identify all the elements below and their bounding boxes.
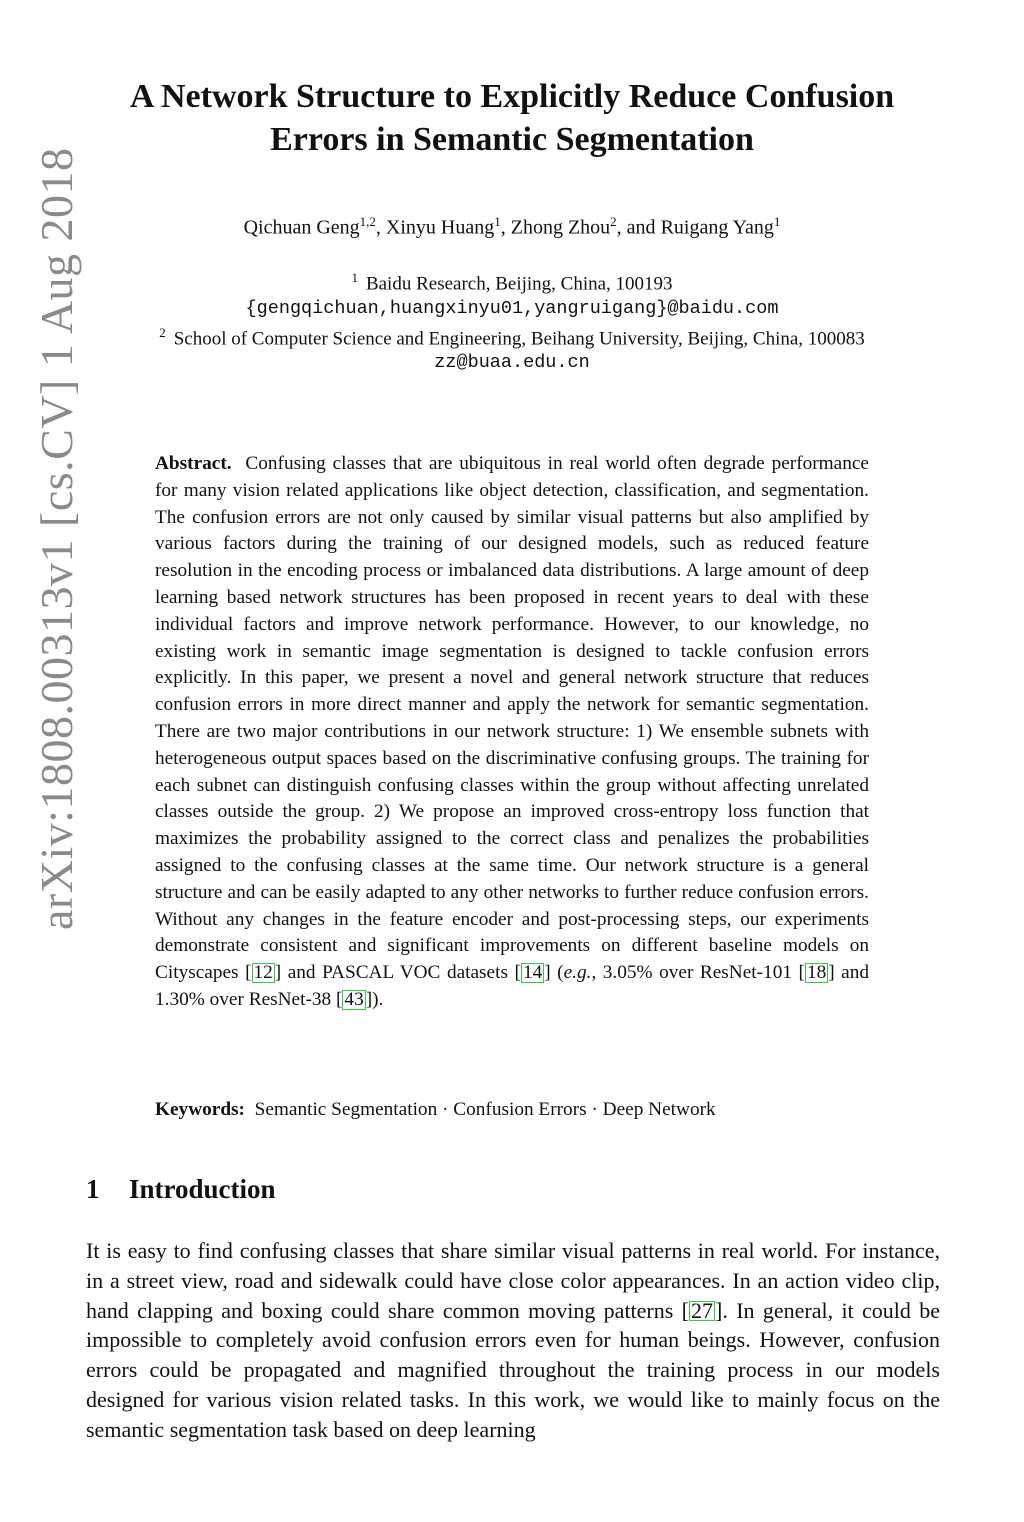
author-name: Zhong Zhou bbox=[510, 216, 611, 239]
author-separator: , and bbox=[616, 216, 661, 239]
arxiv-identifier: arXiv:1808.00313v1 [cs.CV] 1 Aug 2018 bbox=[31, 147, 82, 930]
section-heading bbox=[86, 1174, 276, 1205]
introduction-paragraph: It is easy to find confusing classes that share similar visual patterns in real world. For instance, in a street view, road and sidewalk could have close color appearances. In an action video clip, hand clapping and boxing could share common moving patterns [27]. In general, it could be impossible to completely avoid confusion errors even for human beings. However, confusion errors could be propagated and magnified throughout the training process in our models designed for various vision related tasks. In this work, we would like to mainly focus on the semantic segmentation task based on deep learning bbox=[86, 1238, 941, 1442]
author-list bbox=[100, 214, 924, 240]
abstract-text: and PASCAL VOC datasets bbox=[287, 962, 508, 984]
affiliation-1 bbox=[100, 270, 924, 295]
citation-link[interactable]: 27 bbox=[691, 1297, 714, 1323]
section-title: Introduction bbox=[129, 1174, 276, 1204]
affiliation-1-email[interactable]: {gengqichuan,huangxinyu01,yangruigang}@baidu.com bbox=[245, 298, 779, 319]
affiliation-mark: 2 bbox=[159, 325, 166, 340]
abstract-text: and 1.30% over ResNet-38 bbox=[155, 962, 870, 1010]
author-separator: , bbox=[375, 216, 386, 239]
keywords bbox=[155, 1099, 869, 1121]
author-affiliation-mark: 2 bbox=[610, 214, 617, 229]
abstract-text: e.g. bbox=[563, 962, 592, 984]
paper-title: A Network Structure to Explicitly Reduce Confusion Errors in Semantic Segmentation bbox=[129, 78, 895, 158]
author-name: Xinyu Huang bbox=[385, 216, 495, 239]
citation-link[interactable]: 43 bbox=[344, 988, 364, 1010]
citation-link[interactable]: 12 bbox=[253, 962, 273, 984]
author-separator: , bbox=[500, 216, 511, 239]
affiliation-text: School of Computer Science and Engineering, Beihang University, Beijing, China, 100083 bbox=[173, 328, 865, 350]
author-affiliation-mark: 1,2 bbox=[359, 214, 376, 229]
affiliation-2 bbox=[100, 325, 924, 350]
citation-link[interactable]: 18 bbox=[806, 962, 827, 984]
abstract-body: Confusing classes that are ubiquitous in real world often degrade performance for many vision related applications like object detection, classification, and segmentation. The confusion errors are not only caused by similar visual patterns but also amplified by various factors during the training of our designed models, such as reduced feature resolution in the encoding process or imbalanced data distributions. A large amount of deep learning based network structures has been proposed in recent years to deal with these individual factors and improve network performance. However, to our knowledge, no existing work in semantic image segmentation is designed to tackle confusion errors explicitly. In this paper, we present a novel and general network structure that reduces confusion errors in more direct manner and apply the network for semantic segmentation. There are two major contributions in our network structure: 1) We ensemble subnets with heterogeneous output spaces based on the discriminative confusing groups. The training for each subnet can distinguish confusing classes within the group without affecting unrelated classes outside the group. 2) We propose an improved cross-entropy loss function that maximizes the probability assigned to the correct class and penalizes the probabilities assigned to the confusing classes at the same time. Our network structure is a general structure and can be easily adapted to any other networks to further reduce confusion errors. Without any changes in the feature encoder and post-processing steps, our experiments demonstrate consistent and significant improvements on different baseline models on Cityscapes bbox=[155, 453, 869, 984]
affiliation-text: Baidu Research, Beijing, China, 100193 bbox=[365, 273, 673, 295]
intro-text: . In general, it could be impossible to completely avoid confusion errors even for human beings. However, confusion errors could be propagated and magnified throughout the training process in our models designed for various vision related tasks. In this work, we would like to mainly focus on the semantic segmentation task based on deep learning bbox=[86, 1297, 941, 1442]
section-number: 1 bbox=[86, 1174, 100, 1204]
abstract-text: , 3.05% over ResNet-101 bbox=[591, 962, 792, 984]
abstract-text: ). bbox=[372, 988, 384, 1010]
keywords-label: Keywords: bbox=[155, 1099, 245, 1120]
author-affiliation-mark: 1 bbox=[773, 214, 781, 229]
author-affiliation-mark: 1 bbox=[494, 214, 501, 229]
affiliation-2-email[interactable]: zz@buaa.edu.cn bbox=[434, 352, 590, 373]
affiliation-mark: 1 bbox=[351, 270, 358, 285]
author-name: Ruigang Yang bbox=[660, 216, 774, 239]
author-name: Qichuan Geng bbox=[243, 216, 360, 239]
citation-link[interactable]: 14 bbox=[522, 962, 543, 984]
intro-text: It is easy to find confusing classes that share similar visual patterns in real world. For instance, in a street view, road and sidewalk could have close color appearances. In an action video clip, hand clapping and boxing could share common moving patterns bbox=[86, 1238, 940, 1323]
keywords-text: Semantic Segmentation · Confusion Errors · Deep Network bbox=[254, 1099, 716, 1120]
abstract-label: Abstract. bbox=[155, 453, 232, 474]
abstract: Abstract. Confusing classes that are ubiquitous in real world often degrade performance for many vision related applications like object detection, classification, and segmentation. The confusion errors are not only caused by similar visual patterns but also amplified by various factors during the training of our designed models, such as reduced feature resolution in the encoding process or imbalanced data distributions. A large amount of deep learning based network structures has been proposed in recent years to deal with these individual factors and improve network performance. However, to our knowledge, no existing work in semantic image segmentation is designed to tackle confusion errors explicitly. In this paper, we present a novel and general network structure that reduces confusion errors in more direct manner and apply the network for semantic segmentation. There are two major contributions in our network structure: 1) We ensemble subnets with heterogeneous output spaces based on the discriminative confusing groups. The training for each subnet can distinguish confusing classes within the group without affecting unrelated classes outside the group. 2) We propose an improved cross-entropy loss function that maximizes the probability assigned to the correct class and penalizes the probabilities assigned to the confusing classes at the same time. Our network structure is a general structure and can be easily adapted to any other networks to further reduce confusion errors. Without any changes in the feature encoder and post-processing steps, our experiments demonstrate consistent and significant improvements on different baseline models on Cityscapes [ 12 ] and PASCAL VOC datasets [ 14 ] (e.g., 3.05% over ResNet-101 [ 18 ] and 1.30% over ResNet-38 [ 43 ]). bbox=[155, 453, 870, 1010]
